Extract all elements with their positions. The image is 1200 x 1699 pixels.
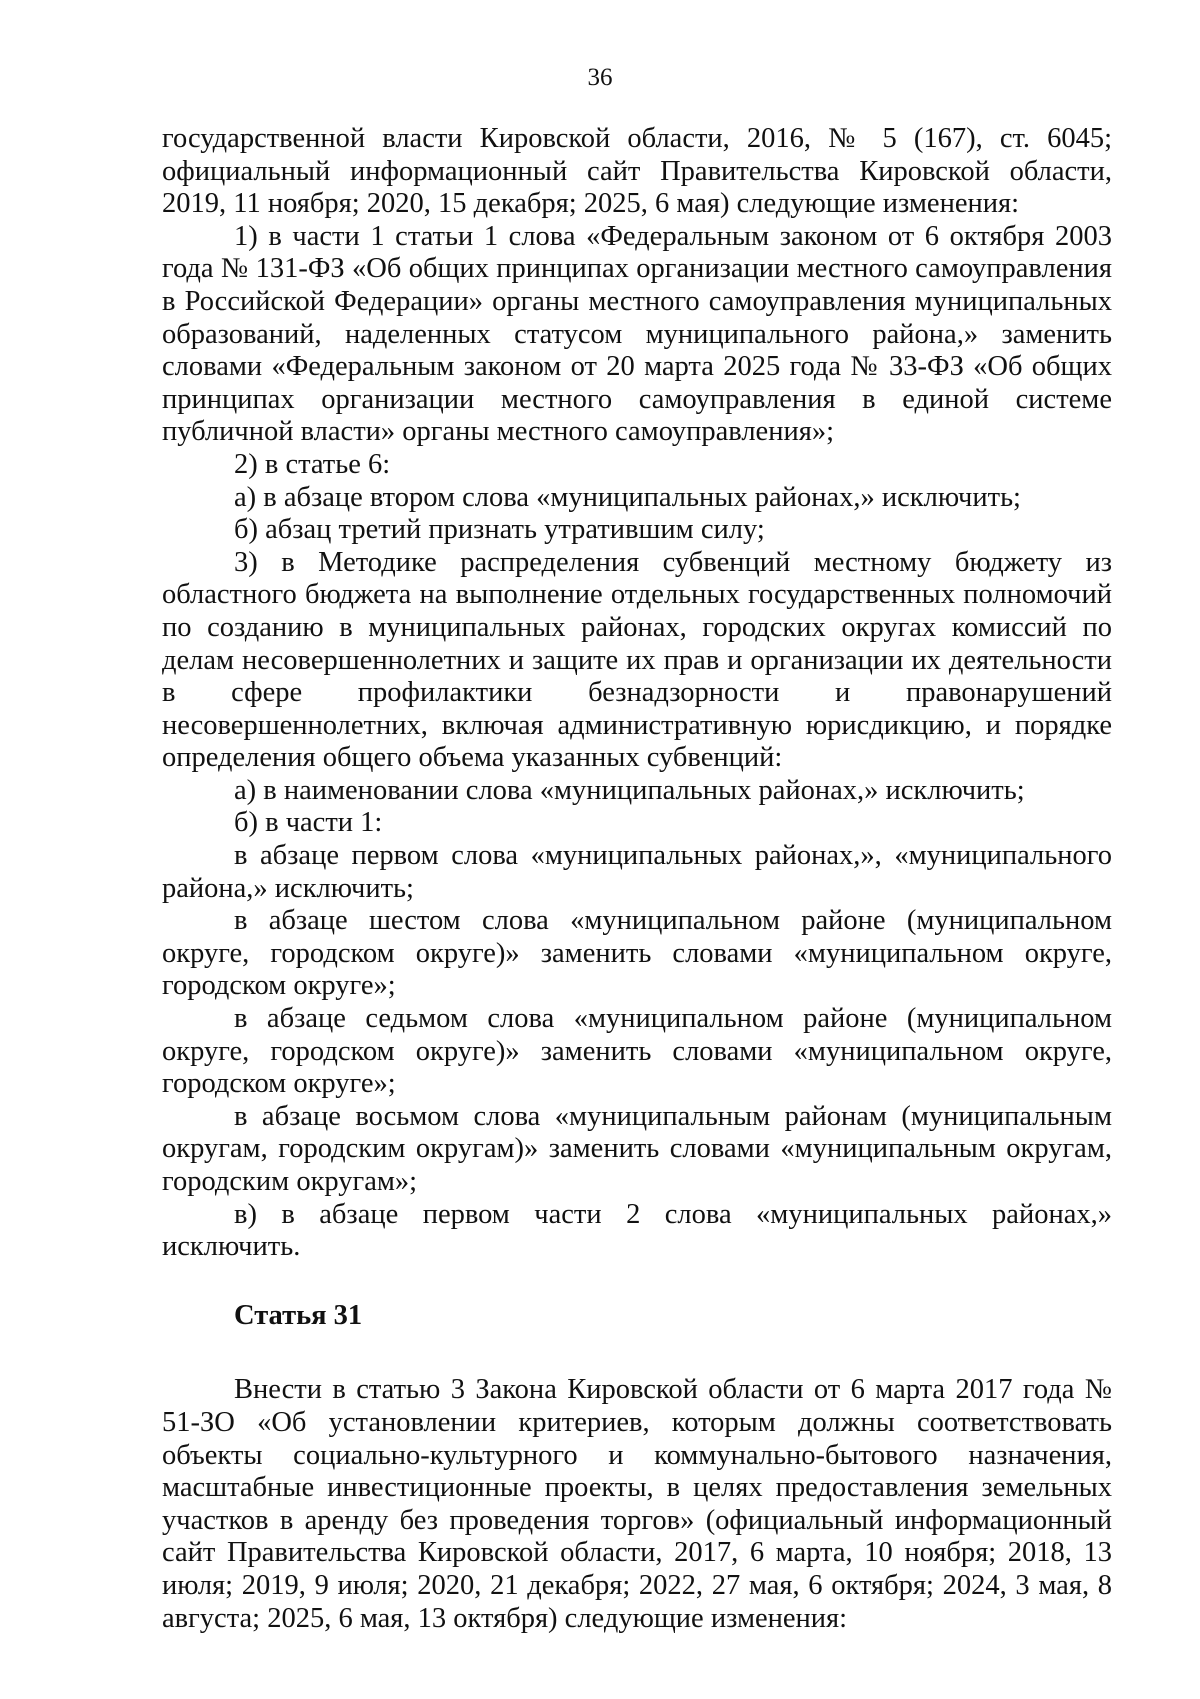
page-number: 36 bbox=[587, 64, 613, 91]
paragraph: государственной власти Кировской области, 2016, № 5 (167), ст. 6045; официальный информационный сайт Правительства Кировской области, 2019, 11 ноября; 2020, 15 декабря; 2025, 6 мая) следующие изменения: bbox=[162, 123, 1112, 220]
paragraph: б) абзац третий признать утратившим силу; bbox=[234, 514, 765, 546]
paragraph: в) в абзаце первом части 2 слова «муниципальных районах,» исключить. bbox=[162, 1198, 1112, 1263]
paragraph: 2) в статье 6: bbox=[234, 448, 391, 480]
article-heading: Статья 31 bbox=[234, 1299, 363, 1331]
paragraph: в абзаце первом слова «муниципальных районах,», «муниципального района,» исключить; bbox=[162, 840, 1112, 904]
paragraph: 1) в части 1 статьи 1 слова «Федеральным законом от 6 октября 2003 года № 131-ФЗ «Об общих принципах организации местного самоуправления в Российской Федерации» органы местного самоуправления муниципальных образований, наделенных статусом муниципального района,» заменить словами «Федеральным законом от 20 марта 2025 года № 33-ФЗ «Об общих принципах организации местного самоуправления в единой системе публичной власти» органы местного самоуправления»; bbox=[162, 220, 1112, 448]
paragraph: в абзаце восьмом слова «муниципальным районам (муниципальным округам, городским округам)» заменить словами «муниципальным округам, городским округам»; bbox=[162, 1100, 1112, 1197]
paragraph: в абзаце шестом слова «муниципальном районе (муниципальном округе, городском округе)» заменить словами «муниципальном округе, городском округе»; bbox=[162, 905, 1112, 1002]
document-body bbox=[162, 123, 1112, 1635]
paragraph: б) в части 1: bbox=[234, 807, 383, 839]
paragraph: а) в наименовании слова «муниципальных районах,» исключить; bbox=[234, 774, 1025, 806]
paragraph: в абзаце седьмом слова «муниципальном районе (муниципальном округе, городском округе)» заменить словами «муниципальном округе, городском округе»; bbox=[162, 1003, 1112, 1100]
paragraph: Внести в статью 3 Закона Кировской области от 6 марта 2017 года № 51-ЗО «Об установлении критериев, которым должны соответствовать объекты социально-культурного и коммунально-бытового назначения, масштабные инвестиционные проекты, в целях предоставления земельных участков в аренду без проведения торгов» (официальный информационный сайт Правительства Кировской области, 2017, 6 марта, 10 ноября; 2018, 13 июля; 2019, 9 июля; 2020, 21 декабря; 2022, 27 мая, 6 октября; 2024, 3 мая, 8 августа; 2025, 6 мая, 13 октября) следующие изменения: bbox=[162, 1374, 1112, 1634]
paragraph: а) в абзаце втором слова «муниципальных районах,» исключить; bbox=[234, 481, 1021, 513]
paragraph: 3) в Методике распределения субвенций местному бюджету из областного бюджета на выполнение отдельных государственных полномочий по созданию в муниципальных районах, городских округах комиссий по делам несовершеннолетних и защите их прав и организации их деятельности в сфере профилактики безнадзорности и правонарушений несовершеннолетних, включая административную юрисдикцию, и порядке определения общего объема указанных субвенций: bbox=[162, 546, 1112, 774]
